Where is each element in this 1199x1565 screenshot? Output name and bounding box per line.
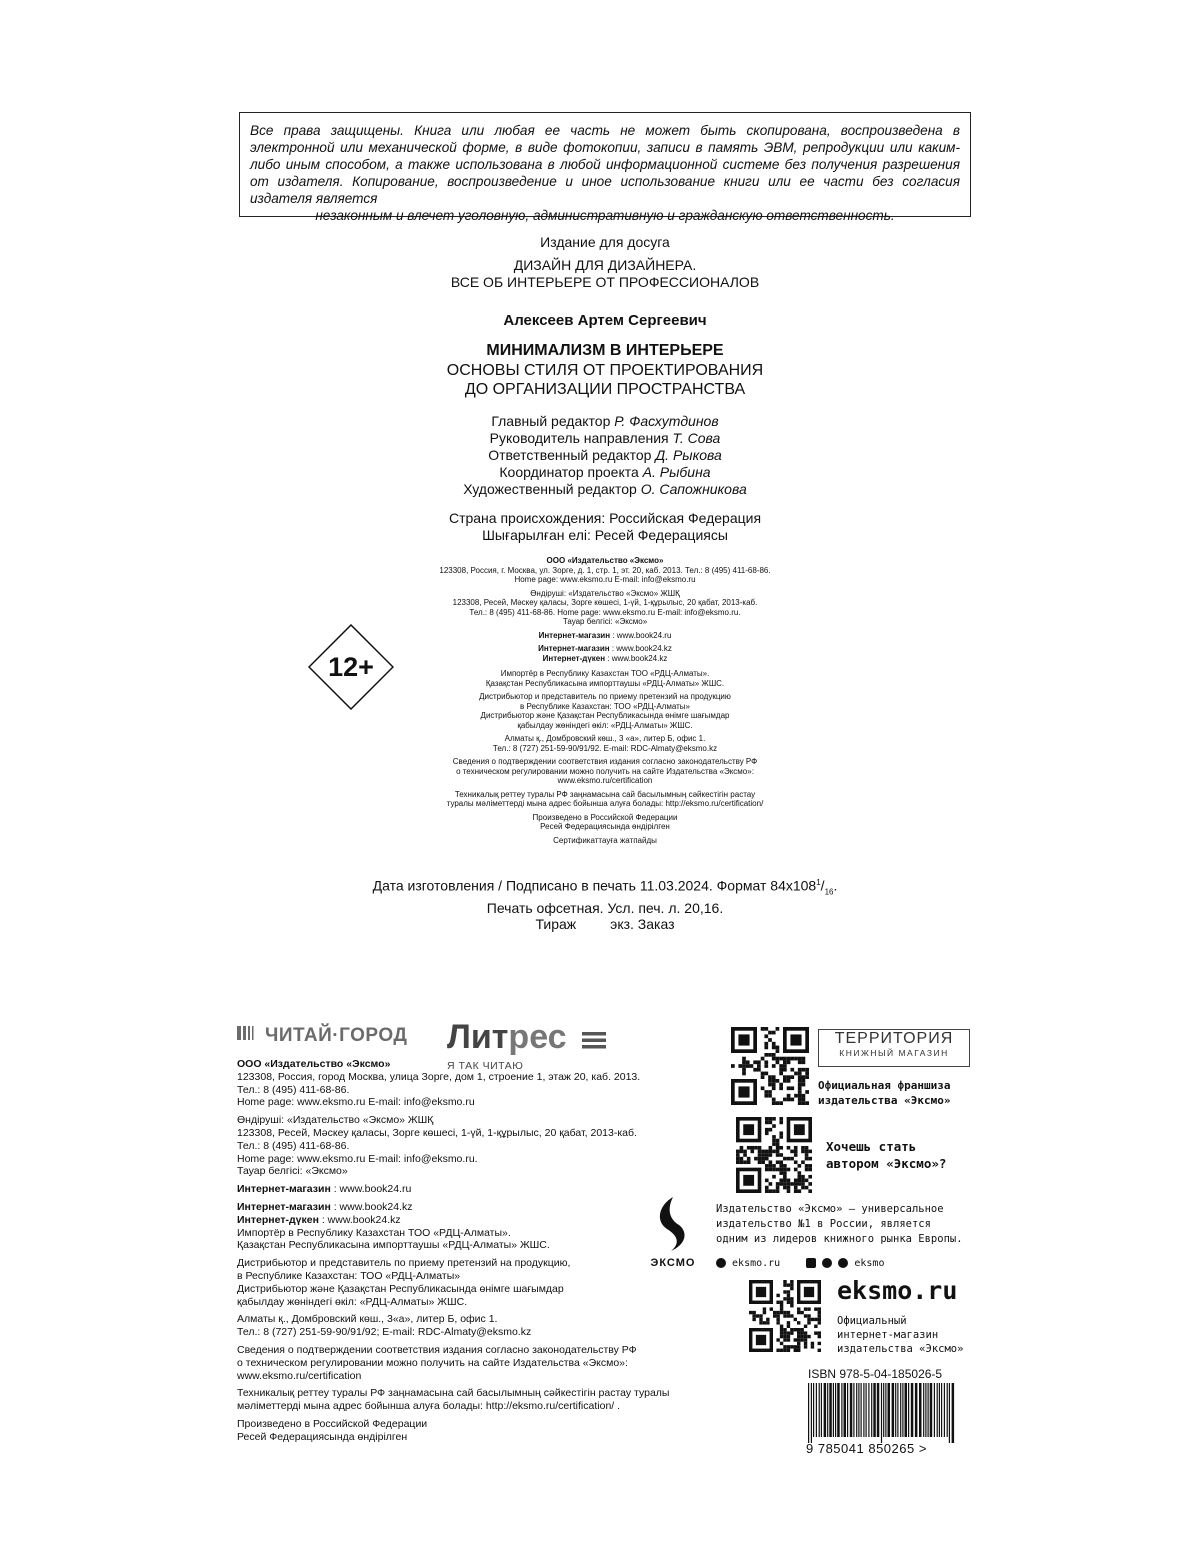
subtitle-line-2: ДО ОРГАНИЗАЦИИ ПРОСТРАНСТВА — [464, 381, 746, 398]
qr-code-franchise — [731, 1027, 809, 1110]
web-icon — [716, 1258, 726, 1268]
print-line-end: . — [833, 877, 838, 894]
bottom-line: Произведено в Российской Федерации — [237, 1417, 428, 1430]
author-name: Алексеев Артем Сергеевич — [503, 312, 707, 329]
become-author — [826, 1138, 946, 1172]
imprint-line: Тауар белгісі: «Эксмо» — [562, 617, 648, 626]
credit-line — [300, 481, 910, 498]
edition-type: Издание для досуга — [540, 234, 670, 250]
bottom-line: в Республике Казахстан: ТОО «РДЦ-Алматы» — [237, 1269, 461, 1282]
ok-icon — [822, 1258, 832, 1268]
print-line-1: Дата изготовления / Подписано в печать 11.03.2024. Формат $84х108^1/_{16}$. — [372, 877, 838, 897]
bottom-line: Алматы қ., Домбровский көш., 3«а», литер Б, офис 1. — [237, 1313, 498, 1326]
site-caption-line-1: Официальный — [837, 1315, 907, 1327]
credit-name: А. Рыбина — [642, 464, 711, 480]
bottom-line: Ресей Федерациясында өндірілген — [237, 1430, 408, 1443]
print-info — [280, 875, 930, 932]
litres-menu-icon — [582, 1020, 606, 1059]
bottom-line: қабылдау жөніндегі өкіл: «РДЦ-Алматы» ЖШС. — [237, 1295, 468, 1308]
bottom-line: Тел.: 8 (495) 411-68-86. — [237, 1139, 350, 1152]
social-site: eksmo.ru — [732, 1258, 781, 1269]
order-label: экз. Заказ — [610, 916, 675, 933]
imprint-small — [350, 556, 860, 849]
social-handle: eksmo — [854, 1258, 885, 1269]
credit-role: Руководитель направления — [489, 430, 669, 446]
bottom-imprint — [237, 1058, 707, 1449]
chitai-gorod-logo — [237, 1024, 407, 1048]
eksmo-about — [716, 1202, 963, 1247]
subtitle-line-1: ОСНОВЫ СТИЛЯ ОТ ПРОЕКТИРОВАНИЯ — [446, 362, 764, 379]
bottom-line: Интернет-дүкен — [237, 1213, 319, 1226]
origin — [300, 510, 910, 544]
bottom-line: Дистрибьютор және Қазақстан Республикасында өнімге шағымдар — [237, 1282, 564, 1295]
eksmo-site: eksmo.ru — [837, 1276, 958, 1305]
author-line-2: автором «Эксмо»? — [826, 1156, 947, 1171]
credit-line — [300, 430, 910, 447]
imprint-line: Тел.: 8 (495) 411-68-86. Home page: www.eksmo.ru E-mail: info@eksmo.ru. — [469, 607, 741, 617]
franchise-text — [818, 1078, 950, 1108]
eksmo-swirl-icon — [645, 1193, 701, 1255]
qr-code-shop — [749, 1280, 821, 1357]
chitai-gorod-text: ЧИТАЙ·ГОРОД — [265, 1025, 408, 1047]
imprint-line: Интернет-дүкен — [542, 653, 606, 663]
bottom-line: Тауар белгісі: «Эксмо» — [237, 1165, 348, 1178]
print-line-3 — [280, 916, 930, 932]
bottom-line: : www.book24.kz — [330, 1200, 413, 1213]
barcode-digits: 9 785041 850265 > — [806, 1441, 927, 1456]
bottom-line: Қазақстан Республикасына импорттаушы «РДЦ-Алматы» ЖШС. — [237, 1239, 550, 1252]
imprint-line: 123308, Ресей, Мәскеу қаласы, Зорге көшесі, 1-үй, 1-құрылыс, 20 қабат, 2013-каб. — [452, 598, 758, 607]
rights-notice — [239, 112, 971, 223]
imprint-line: : www.book24.kz — [609, 644, 672, 653]
credits — [300, 413, 910, 498]
barcode-icon — [806, 1383, 956, 1443]
bottom-line: Сведения о подтверждении соответствия издания согласно законодательству РФ — [237, 1343, 637, 1356]
format-denominator: 16 — [824, 887, 834, 897]
bottom-line: Техникалық реттеу туралы РФ заңнамасына сай басылымның сәйкестігін растау туралы — [237, 1387, 670, 1400]
territory-logo — [818, 1029, 970, 1067]
social-links — [716, 1258, 884, 1270]
territory-subtitle: КНИЖНЫЙ МАГАЗИН — [839, 1048, 949, 1058]
bottom-line: : www.book24.ru — [330, 1183, 412, 1196]
bottom-line: мәліметтерді мына адрес бойынша алуға болады: http://eksmo.ru/certification/ . — [237, 1400, 621, 1413]
bottom-line: Дистрибьютор и представитель по приему претензий на продукцию, — [237, 1257, 571, 1270]
site-caption-line-3: издательства «Эксмо» — [837, 1343, 964, 1355]
bottom-line: www.eksmo.ru/certification — [237, 1369, 362, 1382]
bottom-line: Тел.: 8 (495) 411-68-86. — [237, 1083, 350, 1096]
eksmo-logo — [645, 1193, 701, 1273]
about-line-2: издательство №1 в России, является — [716, 1218, 931, 1230]
bottom-line: Интернет-магазин — [237, 1200, 331, 1213]
bottom-line: Импортёр в Республику Казахстан ТОО «РДЦ-Алматы». — [237, 1226, 511, 1239]
imprint-line: Произведено в Российской Федерации — [532, 812, 678, 822]
print-date: Дата изготовления / Подписано в печать 11.03.2024. Формат 84х108 — [372, 877, 817, 894]
format-numerator: 1 — [816, 878, 821, 887]
imprint-line: қабылдау жөніндегі өкіл: «РДЦ-Алматы» ЖШС. — [517, 720, 693, 730]
bottom-line: ООО «Издательство «Эксмо» — [237, 1058, 391, 1070]
imprint-line: Ресей Федерациясында өндірілген — [540, 822, 670, 831]
book-title: МИНИМАЛИЗМ В ИНТЕРЬЕРЕ — [486, 342, 724, 359]
eksmo-logo-text: ЭКСМО — [650, 1257, 696, 1269]
imprint-line: Дистрибьютор и представитель по приему претензий на продукцию — [479, 692, 731, 701]
imprint-line: Интернет-магазин — [538, 644, 610, 653]
credit-name: Р. Фасхутдинов — [614, 413, 719, 429]
imprint-line: Home page: www.eksmo.ru E-mail: info@eksmo.ru — [514, 575, 696, 584]
credit-line — [300, 413, 910, 430]
print-run-label: Тираж — [535, 916, 577, 933]
imprint-line: Техникалық реттеу туралы РФ заңнамасына сай басылымның сәйкестігін растау — [454, 789, 756, 799]
site-caption-line-2: интернет-магазин — [837, 1329, 939, 1341]
isbn: ISBN 978-5-04-185026-5 — [808, 1367, 943, 1381]
litres-slogan: Я ТАК ЧИТАЮ — [447, 1060, 524, 1072]
credit-name: Д. Рыкова — [655, 447, 722, 463]
imprint-line: в Республике Казахстан: ТОО «РДЦ-Алматы» — [520, 701, 690, 711]
bottom-line: Интернет-магазин — [237, 1183, 331, 1196]
credit-role: Ответственный редактор — [488, 447, 652, 463]
credit-line — [300, 447, 910, 464]
imprint-line: : www.book24.kz — [605, 653, 668, 663]
credit-name: Т. Сова — [672, 430, 721, 446]
imprint-line: : www.book24.ru — [610, 630, 672, 640]
imprint-line: Сведения о подтверждении соответствия издания согласно законодательству РФ — [452, 757, 758, 766]
bottom-line: Home page: www.eksmo.ru E-mail: info@eksmo.ru. — [237, 1152, 478, 1165]
credit-role: Координатор проекта — [499, 464, 639, 480]
imprint-line: 123308, Россия, г. Москва, ул. Зорге, д. 1, стр. 1, эт. 20, каб. 2013. Тел.: 8 (495) 411-68-86. — [439, 565, 771, 575]
litres-text-a: Лит — [447, 1018, 509, 1056]
credit-name: О. Сапожникова — [640, 481, 747, 497]
bottom-line: : www.book24.kz — [318, 1213, 401, 1226]
bottom-line: Өндіруші: «Издательство «Эксмо» ЖШҚ — [237, 1114, 434, 1127]
franchise-line-1: Официальная франшиза — [818, 1079, 951, 1092]
series-line-1: ДИЗАЙН ДЛЯ ДИЗАЙНЕРА. — [513, 257, 697, 273]
bottom-line: 123308, Ресей, Мәскеу қаласы, Зорге көшесі, 1-үй, 1-құрылыс, 20 қабат, 2013-каб. — [237, 1126, 637, 1139]
imprint-line: Дистрибьютор және Қазақстан Республикасында өнімге шағымдар — [480, 711, 730, 720]
credit-line — [300, 464, 910, 481]
franchise-line-2: издательства «Эксмо» — [818, 1094, 951, 1107]
bottom-line: Тел.: 8 (727) 251-59-90/91/92; E-mail: RDC-Almaty@eksmo.kz — [237, 1326, 532, 1339]
imprint-line: Сертификаттауға жатпайды — [553, 835, 657, 845]
chitai-bars-icon — [237, 1024, 263, 1048]
origin-ru: Страна происхождения: Российская Федерация — [448, 510, 762, 526]
rights-text-last: незаконным и влечет уголовную, административную и гражданскую ответственность. — [315, 208, 895, 223]
telegram-icon — [838, 1258, 848, 1268]
imprint-line: туралы мәліметтерді мына адрес бойынша алуға болады: http://eksmo.ru/certification/ — [446, 799, 764, 808]
imprint-line: ООО «Издательство «Эксмо» — [546, 556, 664, 565]
qr-code-author — [736, 1117, 812, 1198]
age-rating: 12+ — [328, 652, 374, 682]
imprint-line: Интернет-магазин — [538, 630, 611, 640]
isbn-barcode — [806, 1367, 956, 1456]
about-line-3: одним из лидеров книжного рынка Европы. — [716, 1233, 963, 1245]
author-line-1: Хочешь стать — [826, 1139, 917, 1154]
bottom-line: 123308, Россия, город Москва, улица Зорге, дом 1, строение 1, этаж 20, каб. 2013. — [237, 1070, 641, 1083]
bottom-line: о техническом регулировании можно получить на сайте Издательства «Эксмо»: — [237, 1356, 628, 1369]
imprint-line: www.eksmo.ru/certification — [557, 776, 653, 785]
series-line-2: ВСЕ ОБ ИНТЕРЬЕРЕ ОТ ПРОФЕССИОНАЛОВ — [450, 274, 760, 290]
origin-kz: Шығарылған елі: Ресей Федерациясы — [482, 527, 728, 543]
imprint-line: Өндіруші: «Издательство «Эксмо» ЖШҚ — [530, 588, 680, 598]
imprint-line: Қазақстан Республикасына импорттаушы «РДЦ-Алматы» ЖШС. — [485, 678, 725, 688]
vk-icon — [806, 1258, 816, 1268]
rights-text: Все права защищены. Книга или любая ее часть не может быть скопирована, воспроизведена в электронной или механической форме, в виде фотокопии, записи в память ЭВМ, репродукции или каким-либо иным способом, а также использована в любой информационной системе без получения разрешения от издателя. Копирование, воспроизведение и иное использование книги или ее части без согласия издателя является — [250, 123, 960, 206]
imprint-line: Тел.: 8 (727) 251-59-90/91/92. E-mail: RDC-Almaty@eksmo.kz — [492, 743, 718, 753]
about-line-1: Издательство «Эксмо» — универсальное — [716, 1203, 944, 1215]
bottom-line: Home page: www.eksmo.ru E-mail: info@eksmo.ru — [237, 1096, 475, 1109]
site-caption — [837, 1314, 963, 1356]
credit-role: Художественный редактор — [463, 481, 637, 497]
litres-text-b: рес — [508, 1018, 567, 1056]
imprint-line: о техническом регулировании можно получить на сайте Издательства «Эксмо»: — [456, 766, 754, 776]
credit-role: Главный редактор — [491, 413, 611, 429]
print-line-2: Печать офсетная. Усл. печ. л. 20,16. — [486, 900, 724, 917]
litres-logo — [447, 1018, 606, 1059]
imprint-line: Импортёр в Республику Казахстан ТОО «РДЦ-Алматы». — [500, 669, 710, 678]
territory-title: ТЕРРИТОРИЯ — [834, 1030, 954, 1047]
imprint-line: Алматы қ., Домбровский көш., 3 «а», литер Б, офис 1. — [504, 734, 706, 743]
